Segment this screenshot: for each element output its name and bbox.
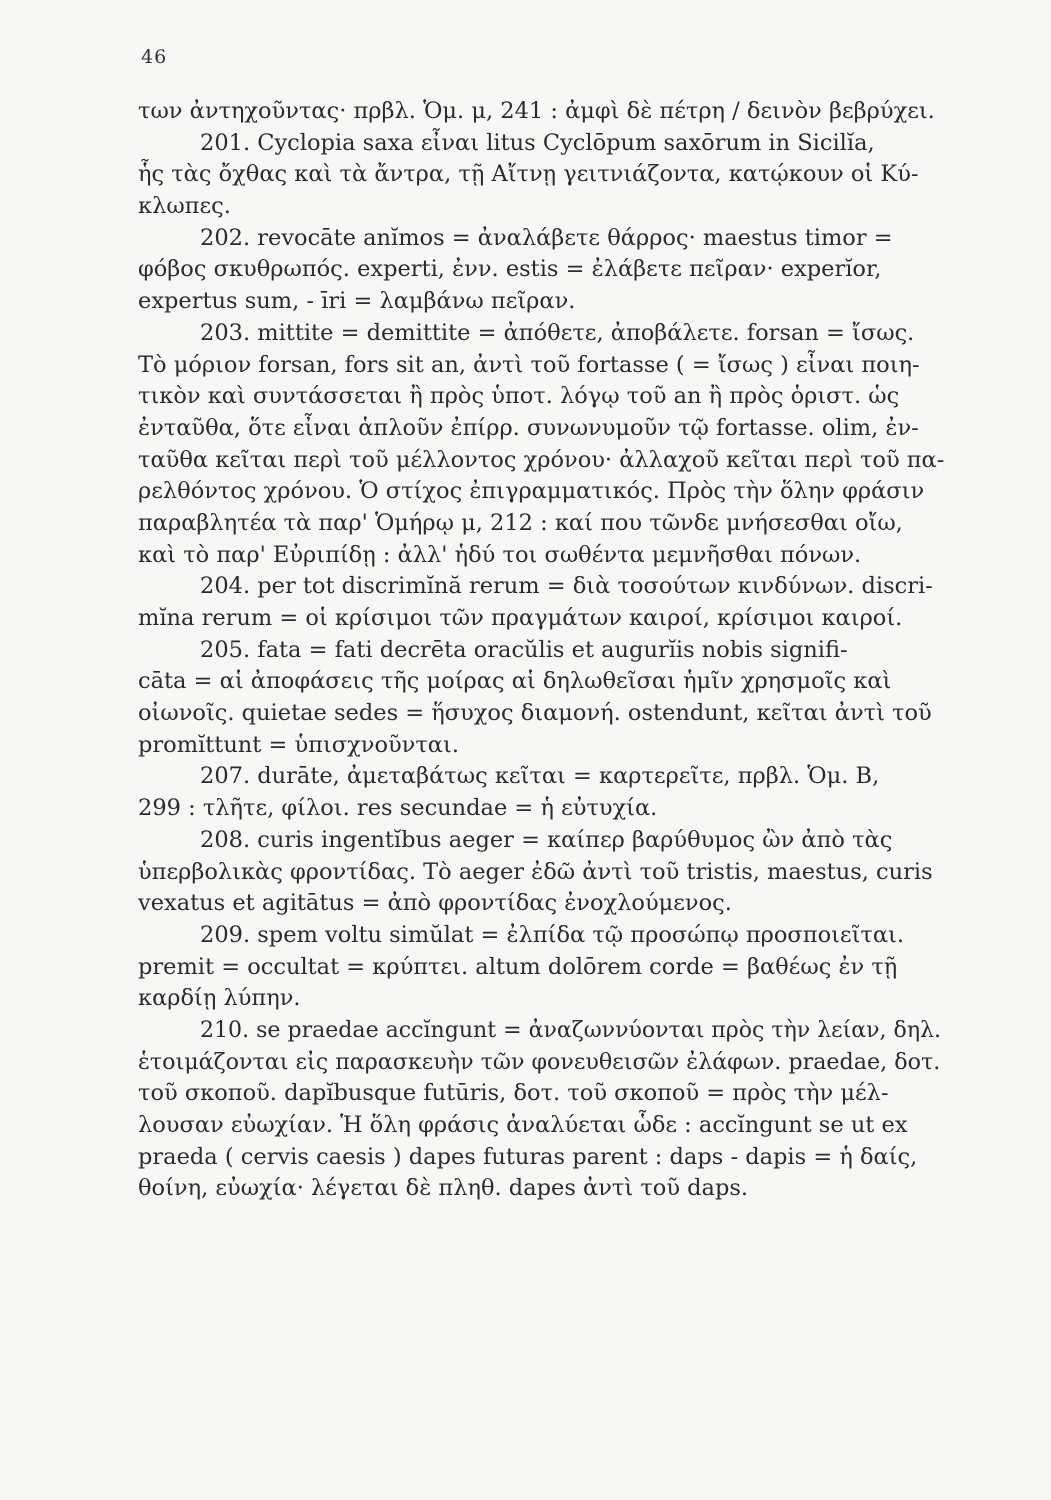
- text-line: mĭna rerum = οἱ κρίσιμοι τῶν πραγμάτων καιροί, κρίσιμοι καιροί.: [138, 605, 903, 631]
- text-line: 209. spem voltu simŭlat = ἐλπίδα τῷ προσώπῳ προσποιεῖται.: [200, 921, 905, 948]
- text-line: ὑπερβολικὰς φροντίδας. Τὸ aeger ἐδῶ ἀντὶ τοῦ tristis, maestus, curis: [138, 858, 933, 885]
- text-line: οἰωνοῖς. quietae sedes = ἥσυχος διαμονή. ostendunt, κεῖται ἀντὶ τοῦ: [138, 700, 932, 727]
- text-line: cāta = αἱ ἀποφάσεις τῆς μοίρας αἱ δηλωθεῖσαι ἡμῖν χρησμοῖς καὶ: [138, 668, 892, 695]
- text-line: expertus sum, - īri = λαμβάνω πεῖραν.: [138, 288, 576, 315]
- text-line: ρελθόντος χρόνου. Ὁ στίχος ἐπιγραμματικός. Πρὸς τὴν ὅλην φράσιν: [138, 478, 925, 505]
- commentary-text: [138, 96, 948, 1205]
- text-line: 299 : τλῆτε, φίλοι. res secundae = ἡ εὐτυχία.: [138, 795, 658, 822]
- text-line: καρδίῃ λύπην.: [138, 985, 301, 1012]
- text-line: ἑτοιμάζονται εἰς παρασκευὴν τῶν φονευθεισῶν ἐλάφων. praedae, δοτ.: [138, 1048, 941, 1075]
- text-line: 202. revocāte anĭmos = ἀναλάβετε θάρρος· maestus timor =: [200, 224, 893, 251]
- text-line: τοῦ σκοποῦ. dapĭbusque futūris, δοτ. τοῦ σκοποῦ = πρὸς τὴν μέλ-: [138, 1080, 889, 1107]
- text-line: 205. fata = fati decrēta oracŭlis et augurĭis nobis signifi-: [200, 636, 848, 663]
- text-line: των ἀντηχοῦντας· πρβλ. Ὁμ. μ, 241 : ἀμφὶ δὲ πέτρη / δεινὸν βεβρύχει.: [138, 98, 935, 124]
- text-line: 204. per tot discrimĭnă rerum = διὰ τοσούτων κινδύνων. discri-: [200, 573, 933, 600]
- text-line: promĭttunt = ὑπισχνοῦνται.: [138, 731, 459, 758]
- text-line: 201. Cyclopia saxa εἶναι litus Cyclōpum saxōrum in Sicilĭa,: [200, 129, 875, 156]
- text-line: λουσαν εὐωχίαν. Ἡ ὅλη φράσις ἀναλύεται ὧδε : accĭngunt se ut ex: [138, 1112, 908, 1138]
- text-line: καὶ τὸ παρ' Εὐριπίδῃ : ἀλλ' ἡδύ τοι σωθέντα μεμνῆσθαι πόνων.: [138, 541, 862, 568]
- text-line: κλωπες.: [138, 193, 231, 220]
- text-line: 207. durāte, ἀμεταβάτως κεῖται = καρτερεῖτε, πρβλ. Ὁμ. Β,: [200, 763, 880, 790]
- text-line: 203. mittite = demittite = ἀπόθετε, ἀποβάλετε. forsan = ἴσως.: [200, 319, 915, 346]
- text-line: praeda ( cervis caesis ) dapes futuras parent : daps - dapis = ἡ δαίς,: [138, 1143, 918, 1170]
- text-line: παραβλητέα τὰ παρ' Ὁμήρῳ μ, 212 : καί που τῶνδε μνήσεσθαι οἴω,: [138, 509, 903, 536]
- text-line: ἐνταῦθα, ὅτε εἶναι ἁπλοῦν ἐπίρρ. συνωνυμοῦν τῷ fortasse. olim, ἐν-: [138, 414, 919, 441]
- text-line: φόβος σκυθρωπός. experti, ἐνν. estis = ἐλάβετε πεῖραν· experĭor,: [138, 256, 882, 283]
- text-line: θοίνη, εὐωχία· λέγεται δὲ πληθ. dapes ἀντὶ τοῦ daps.: [138, 1175, 749, 1202]
- text-line: premit = occultat = κρύπτει. altum dolōrem corde = βαθέως ἐν τῇ: [138, 953, 898, 980]
- text-line: 210. se praedae accĭngunt = ἀναζωννύονται πρὸς τὴν λείαν, δηλ.: [200, 1017, 942, 1043]
- text-line: τικὸν καὶ συντάσσεται ἢ πρὸς ὑποτ. λόγῳ τοῦ an ἢ πρὸς ὁριστ. ὡς: [138, 383, 900, 410]
- text-line: 208. curis ingentĭbus aeger = καίπερ βαρύθυμος ὢν ἀπὸ τὰς: [200, 826, 893, 853]
- text-line: ἧς τὰς ὄχθας καὶ τὰ ἄντρα, τῇ Αἴτνῃ γειτνιάζοντα, κατῴκουν οἱ Κύ-: [138, 161, 919, 188]
- page-number: 46: [141, 46, 168, 68]
- text-line: ταῦθα κεῖται περὶ τοῦ μέλλοντος χρόνου· ἀλλαχοῦ κεῖται περὶ τοῦ πα-: [138, 446, 945, 473]
- text-line: Τὸ μόριον forsan, fors sit an, ἀντὶ τοῦ fortasse ( = ἴσως ) εἶναι ποιη-: [138, 351, 920, 378]
- text-line: vexatus et agitātus = ἀπὸ φροντίδας ἐνοχλούμενος.: [138, 890, 732, 917]
